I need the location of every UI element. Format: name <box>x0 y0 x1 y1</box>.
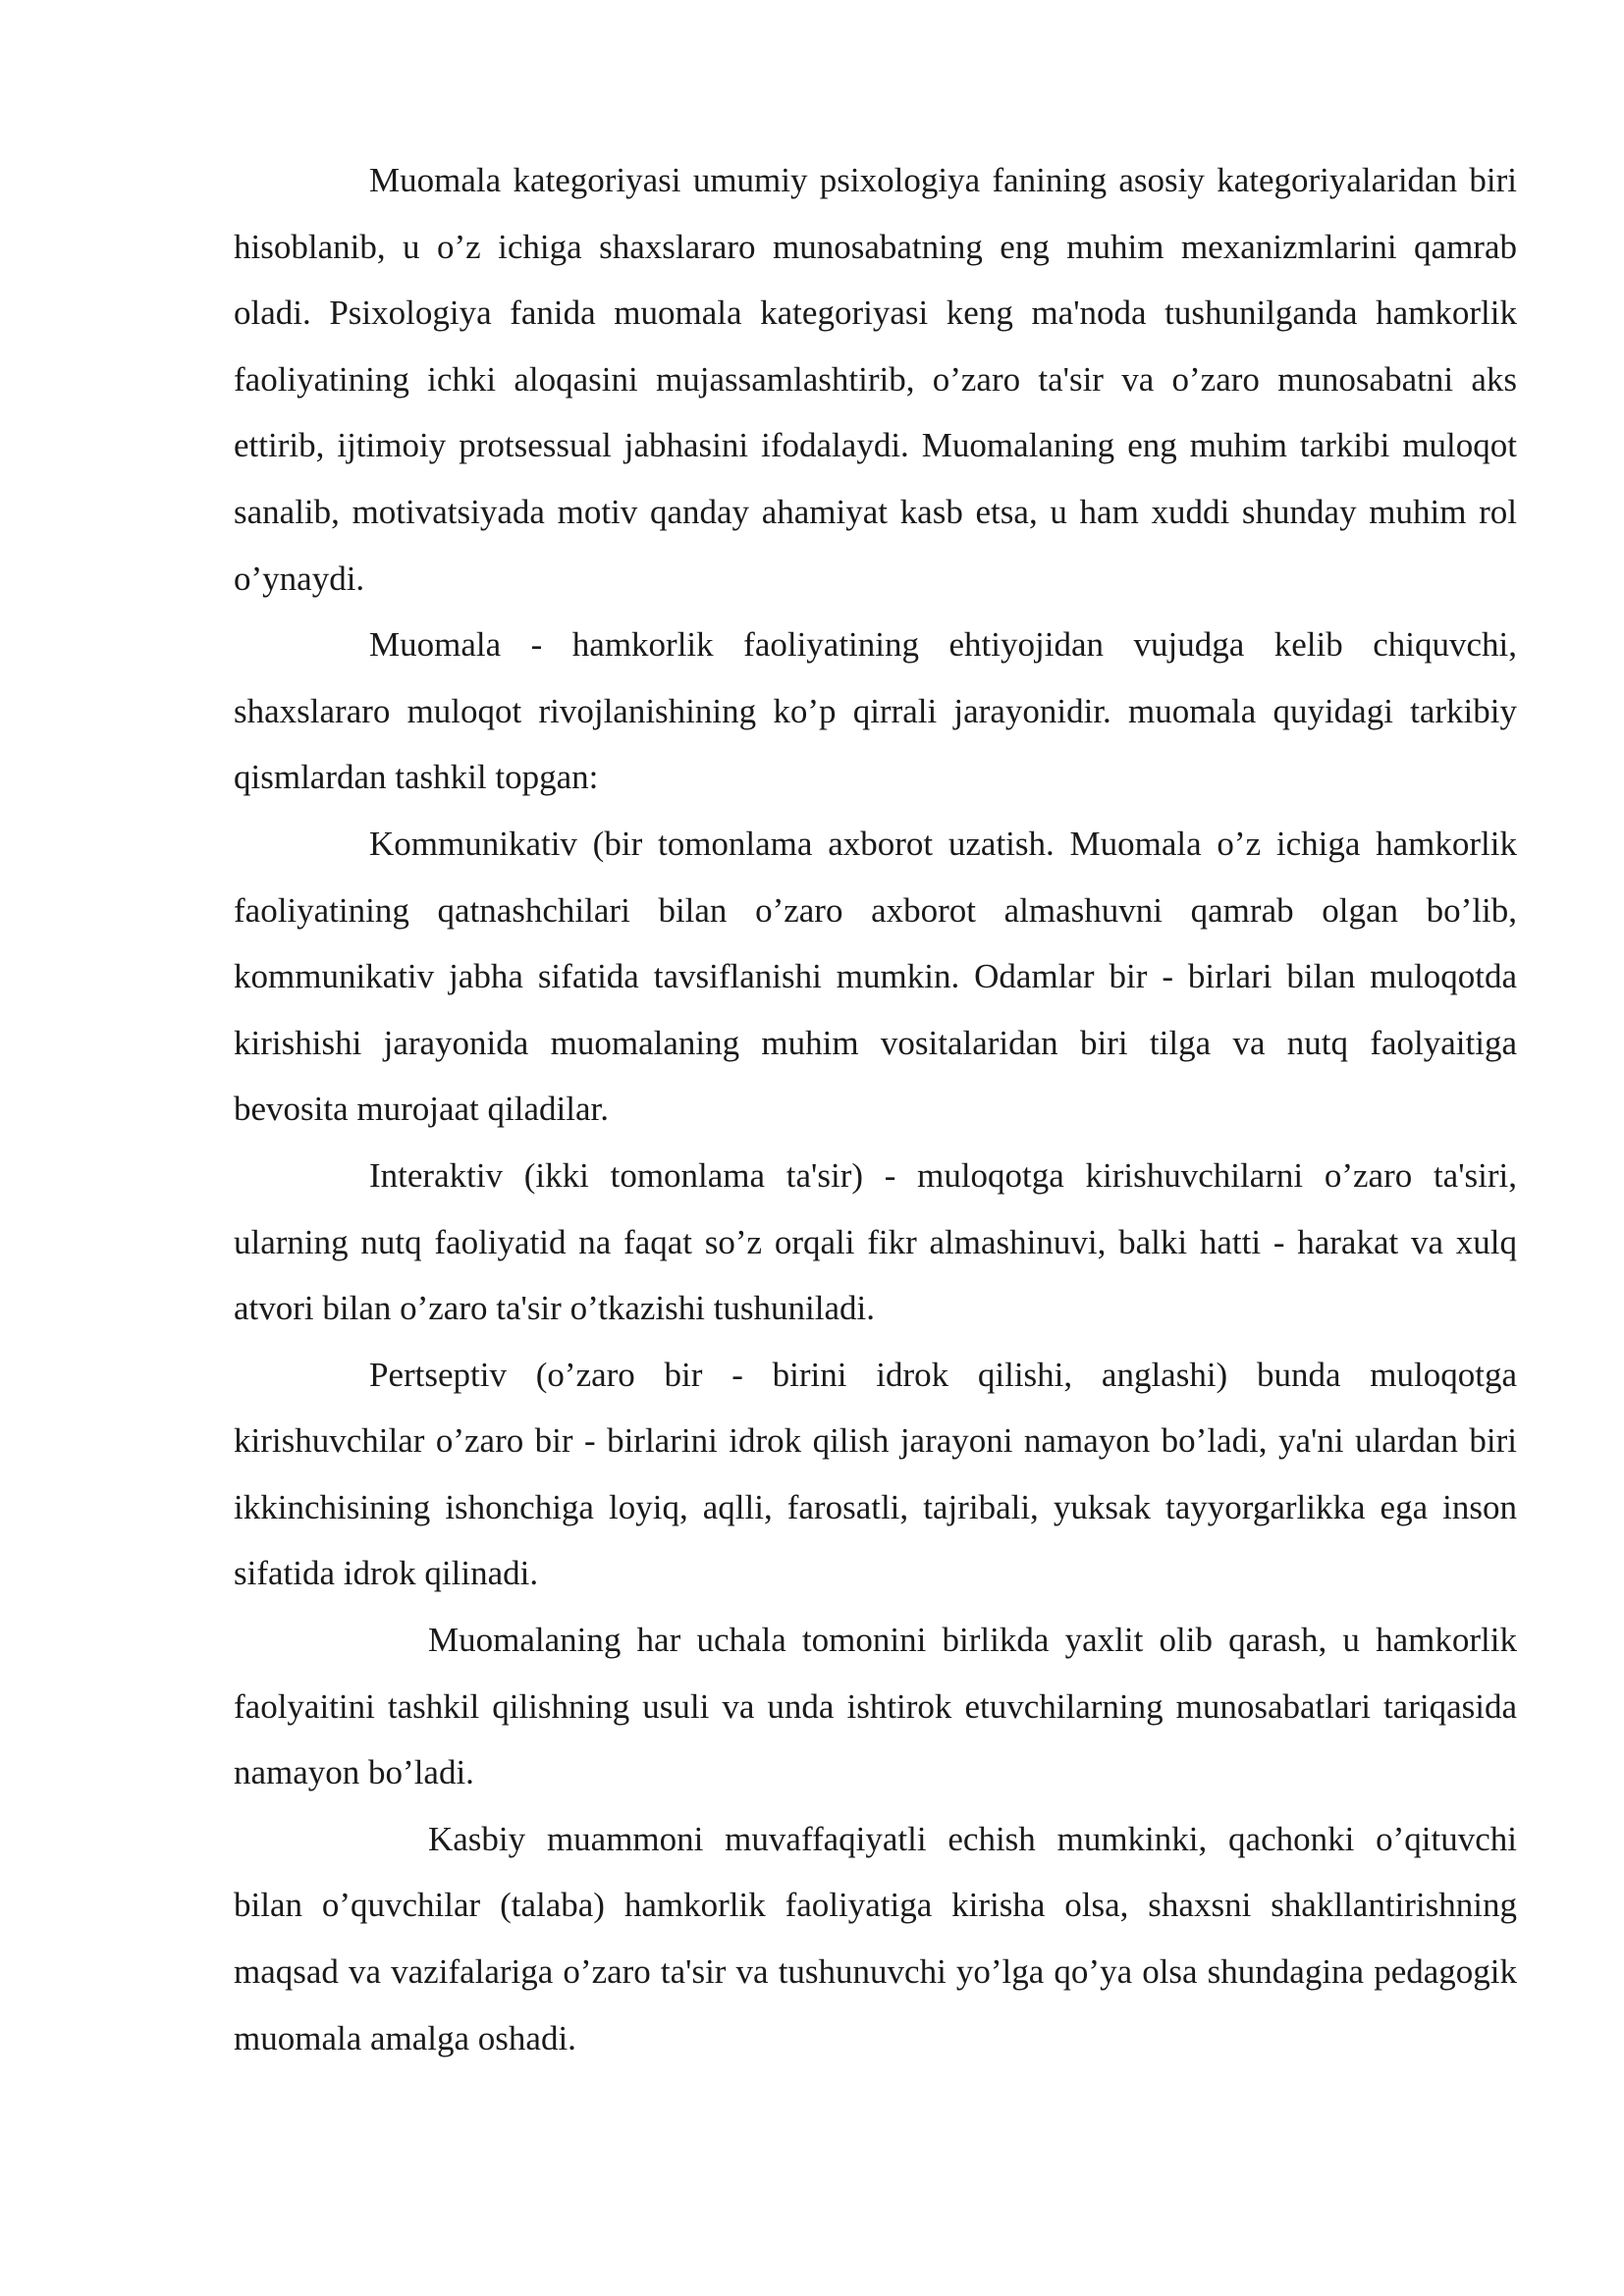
paragraph-muomala-kategoriyasi: Muomala kategoriyasi umumiy psixologiya fanining asosiy kategoriyalaridan biri hisoblanib, u o’z ichiga shaxslararo munosabatning eng muhim mexanizmlarini qamrab oladi. Psixologiya fanida muomala kategoriyasi keng ma'noda tushunilganda hamkorlik faoliyatining ichki aloqasini mujassamlashtirib, o’zaro ta'sir va o’zaro munosabatni aks ettirib, ijtimoiy protsessual jabhasini ifodalaydi. Muomalaning eng muhim tarkibi muloqot sanalib, motivatsiyada motiv qanday ahamiyat kasb etsa, u ham xuddi shunday muhim rol o’ynaydi. <box>234 161 1517 598</box>
paragraph-uchala-tomon: Muomalaning har uchala tomonini birlikda yaxlit olib qarash, u hamkorlik faolyaitini tashkil qilishning usuli va unda ishtirok etuvchilarning munosabatlari tariqasida namayon bo’ladi. <box>234 1621 1517 1792</box>
paragraph-interaktiv: Interaktiv (ikki tomonlama ta'sir) - muloqotga kirishuvchilarni o’zaro ta'siri, ularning nutq faoliyatid na faqat so’z orqali fikr almashinuvi, balki hatti - harakat va xulq atvori bilan o’zaro ta'sir o’tkazishi tushuniladi. <box>234 1155 1517 1328</box>
paragraph-kasbiy-muammo: Kasbiy muammoni muvaffaqiyatli echish mumkinki, qachonki o’qituvchi bilan o’quvchilar (talaba) hamkorlik faoliyatiga kirisha olsa, shaxsni shakllantirishning maqsad va vazifalariga o’zaro ta'sir va tushunuvchi yo’lga qo’ya olsa shundagina pedagogik muomala amalga oshadi. <box>234 1819 1517 2057</box>
document-body <box>234 147 1517 2071</box>
paragraph-pertseptiv: Pertseptiv (o’zaro bir - birini idrok qilishi, anglashi) bunda muloqotga kirishuvchilar o’zaro bir - birlarini idrok qilish jarayoni namayon bo’ladi, ya'ni ulardan biri ikkinchisining ishonchiga loyiq, aqlli, farosatli, tajribali, yuksak tayyorgarlikka ega inson sifatida idrok qilinadi. <box>234 1355 1517 1593</box>
paragraph-kommunikativ: Kommunikativ (bir tomonlama axborot uzatish. Muomala o’z ichiga hamkorlik faoliyatining qatnashchilari bilan o’zaro axborot almashuvni qamrab olgan bo’lib, kommunikativ jabha sifatida tavsiflanishi mumkin. Odamlar bir - birlari bilan muloqotda kirishishi jarayonida muomalaning muhim vositalaridan biri tilga va nutq faolyaitiga bevosita murojaat qiladilar. <box>234 824 1517 1129</box>
paragraph-muomala-hamkorlik: Muomala - hamkorlik faoliyatining ehtiyojidan vujudga kelib chiquvchi, shaxslararo muloqot rivojlanishining ko’p qirrali jarayonidir. muomala quyidagi tarkibiy qismlardan tashkil topgan: <box>234 625 1517 797</box>
